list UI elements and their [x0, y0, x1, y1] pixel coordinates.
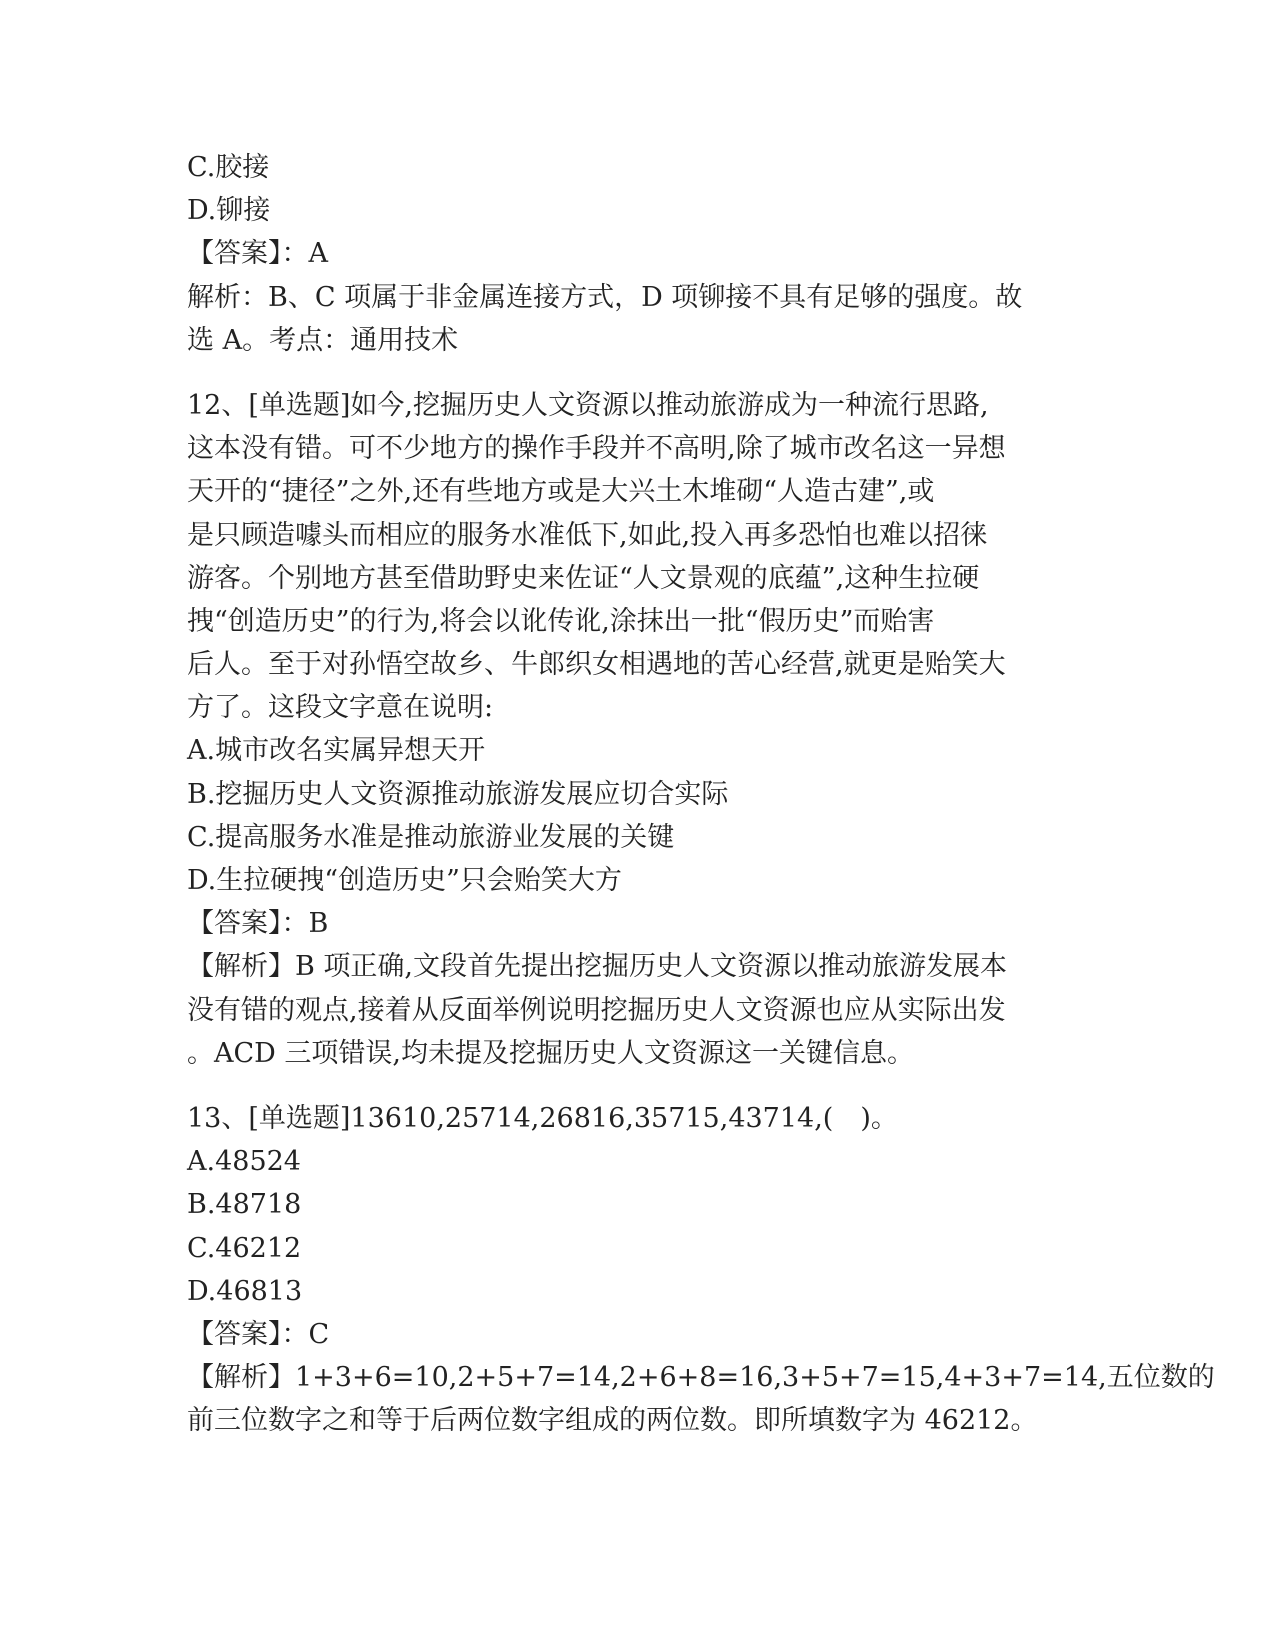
option-c: C.胶接	[187, 152, 270, 183]
analysis-line: 解析：B、C 项属于非金属连接方式，D 项铆接不具有足够的强度。故	[187, 281, 1023, 313]
analysis-line: 【解析】1+3+6=10,2+5+7=14,2+6+8=16,3+5+7=15,4+3+7=14,五位数的	[187, 1362, 1215, 1394]
question-stem-line: 天开的“捷径”之外,还有些地方或是大兴土木堆砌“人造古建”,或	[187, 476, 935, 508]
question-stem-line: 12、[单选题]如今,挖掘历史人文资源以推动旅游成为一种流行思路,	[187, 389, 989, 421]
question-stem-line: 后人。至于对孙悟空故乡、牛郎织女相遇地的苦心经营,就更是贻笑大	[187, 649, 1006, 681]
question-stem-line: 是只顾造噱头而相应的服务水准低下,如此,投入再多恐怕也难以招徕	[187, 519, 988, 551]
analysis-line: 前三位数字之和等于后两位数字组成的两位数。即所填数字为 46212。	[187, 1405, 1038, 1437]
question-stem-line: 这本没有错。可不少地方的操作手段并不高明,除了城市改名这一异想	[187, 433, 1006, 465]
option-c: C.提高服务水准是推动旅游业发展的关键	[187, 821, 675, 853]
question-stem-line: 游客。个别地方甚至借助野史来佐证“人文景观的底蕴”,这种生拉硬	[187, 562, 980, 594]
option-c: C.46212	[187, 1232, 302, 1264]
question-stem-line: 13、[单选题]13610,25714,26816,35715,43714,( )。	[187, 1102, 898, 1134]
question-stem-line: 方了。这段文字意在说明:	[187, 692, 494, 724]
answer-line: 【答案】：B	[187, 908, 329, 940]
option-d: D.铆接	[187, 195, 271, 227]
option-b: B.挖掘历史人文资源推动旅游发展应切合实际	[187, 778, 729, 810]
question-13	[187, 1097, 1215, 1443]
option-b: B.48718	[187, 1189, 302, 1221]
analysis-line: 选 A。考点：通用技术	[187, 324, 459, 356]
document-page	[187, 146, 1215, 1442]
option-d: D.生拉硬拽“创造历史”只会贻笑大方	[187, 865, 622, 896]
option-a: A.城市改名实属异想天开	[187, 735, 486, 767]
analysis-line: 【解析】B 项正确,文段首先提出挖掘历史人文资源以推动旅游发展本	[187, 951, 1008, 983]
question-12	[187, 384, 1087, 1075]
analysis-line: 。ACD 三项错误,均未提及挖掘历史人文资源这一关键信息。	[187, 1037, 914, 1069]
question-11-tail	[187, 146, 1087, 362]
option-d: D.46813	[187, 1275, 303, 1307]
option-a: A.48524	[187, 1146, 301, 1178]
spacer	[187, 1075, 1087, 1097]
spacer	[187, 362, 1087, 384]
analysis-line: 没有错的观点,接着从反面举例说明挖掘历史人文资源也应从实际出发	[187, 994, 1006, 1026]
answer-line: 【答案】：A	[187, 238, 328, 270]
question-stem-line: 拽“创造历史”的行为,将会以讹传讹,涂抹出一批“假历史”而贻害	[187, 605, 935, 637]
answer-line: 【答案】：C	[187, 1318, 330, 1350]
